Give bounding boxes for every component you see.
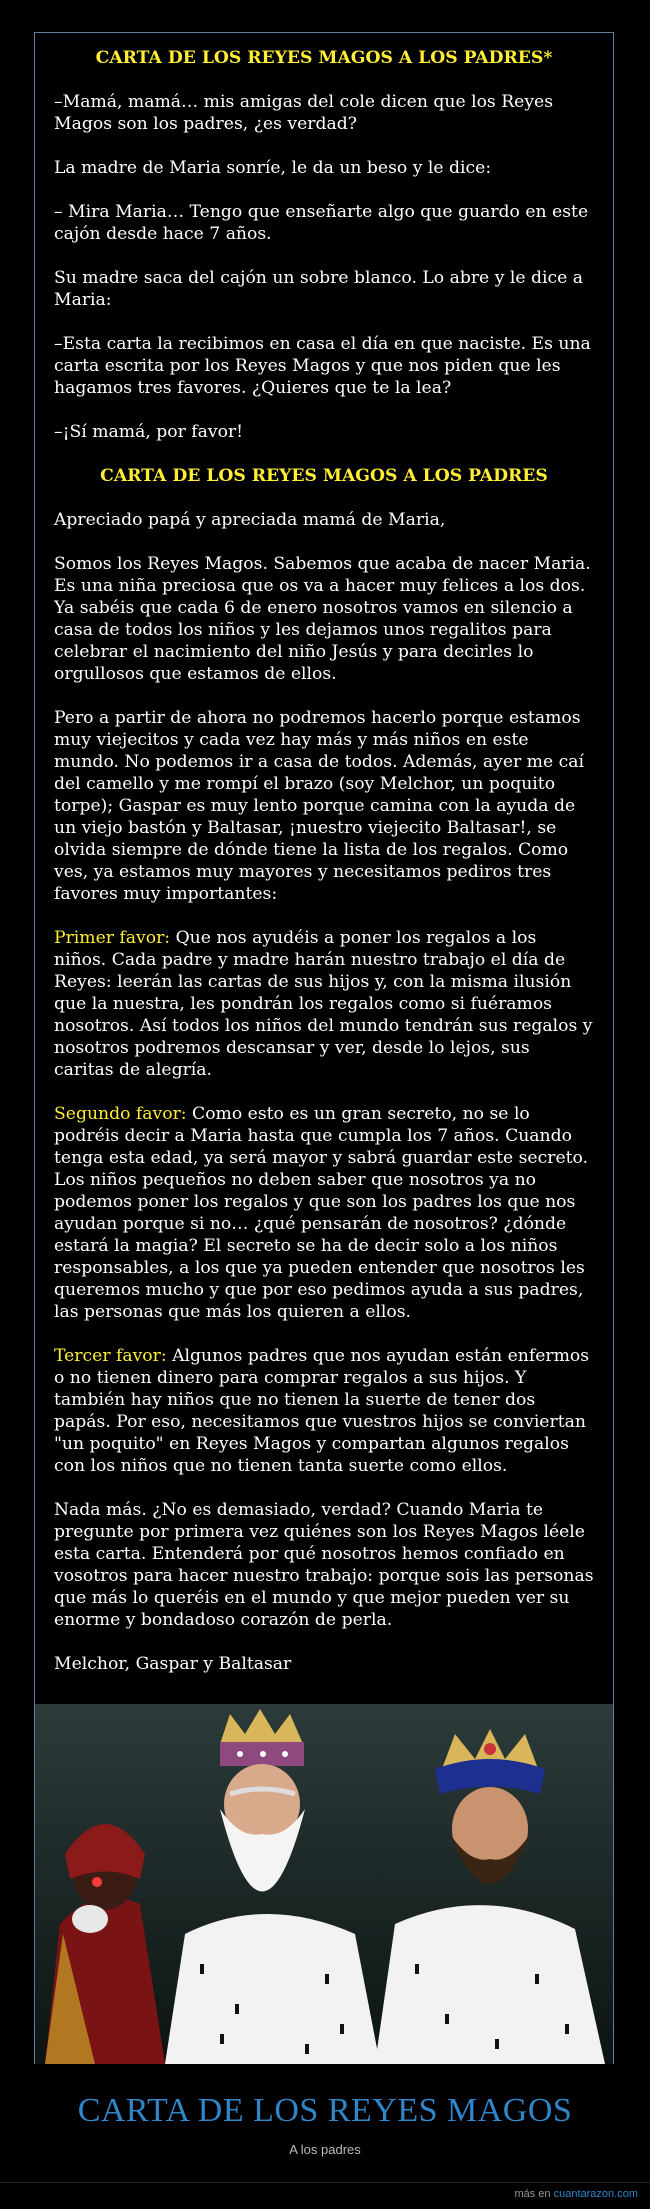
post-subtitle: A los padres — [289, 2142, 361, 2157]
footer-prefix: más en — [514, 2188, 554, 2200]
three-kings-illustration — [35, 1704, 613, 2064]
paragraph: Somos los Reyes Magos. Sabemos que acaba de nacer Maria. Es una niña preciosa que os va a hacer muy felices a los dos. Ya sabéis que cada 6 de enero nosotros vamos en silencio a casa de todos los niños y les dejamos unos regalitos para celebrar el nacimiento del niño Jesús y para decirles lo orgullosos que estamos de ellos. — [54, 554, 591, 684]
paragraph: Su madre saca del cajón un sobre blanco. Lo abre y le dice a Maria: — [54, 268, 584, 310]
letter-heading-1: CARTA DE LOS REYES MAGOS A LOS PADRES* — [95, 48, 553, 68]
favor-2-label: Segundo favor: — [54, 1104, 187, 1124]
signature: Melchor, Gaspar y Baltasar — [54, 1654, 292, 1674]
post-title[interactable]: CARTA DE LOS REYES MAGOS — [77, 2092, 573, 2129]
favor-1-label: Primer favor: — [54, 928, 171, 948]
footer — [0, 2182, 650, 2209]
letter-heading-2: CARTA DE LOS REYES MAGOS A LOS PADRES — [100, 466, 548, 486]
favor-1 — [54, 927, 594, 1081]
favor-1-text: Que nos ayudéis a poner los regalos a los niños. Cada padre y madre harán nuestro trabajo el día de Reyes: leerán las cartas de sus hijos y, con la misma ilusión que la nuestra, les pondrán los regalos como si fuéramos nosotros. Así todos los niños del mundo tendrán sus regalos y nosotros podremos descansar y ver, desde lo lejos, sus caritas de alegría. — [54, 928, 593, 1080]
paragraph: La madre de Maria sonríe, le da un beso y le dice: — [54, 158, 492, 178]
post-frame — [34, 32, 614, 2064]
paragraph: Nada más. ¿No es demasiado, verdad? Cuando Maria te pregunte por primera vez quiénes son los Reyes Magos léele esta carta. Entenderá por qué nosotros hemos confiado en vosotros para hacer nuestro trabajo: porque sois las personas que más lo queréis en el mundo y que mejor pueden ver su enorme y bondadoso corazón de perla. — [54, 1500, 594, 1630]
paragraph: –Mamá, mamá… mis amigas del cole dicen que los Reyes Magos son los padres, ¿es verdad? — [54, 92, 554, 134]
favor-3-text: Algunos padres que nos ayudan están enfermos o no tienen dinero para comprar regalos a sus hijos. Y también hay niños que no tienen la suerte de tener dos papás. Por eso, necesitamos que vuestros hijos se conviertan "un poquito" en Reyes Magos y compartan algunos regalos con los niños que no tienen tanta suerte como ellos. — [54, 1346, 590, 1476]
paragraph: Apreciado papá y apreciada mamá de Maria, — [54, 510, 446, 530]
footer-text — [514, 2188, 638, 2200]
favor-3 — [54, 1345, 594, 1477]
paragraph: Pero a partir de ahora no podremos hacerlo porque estamos muy viejecitos y cada vez hay más y más niños en este mundo. No podemos ir a casa de todos. Además, ayer me caí del camello y me rompí el brazo (soy Melchor, un poquito torpe); Gaspar es muy lento porque camina con la ayuda de un viejo bastón y Baltasar, ¡nuestro viejecito Baltasar!, se olvida siempre de dónde tiene la lista de los regalos. Como ves, ya estamos muy mayores y necesitamos pediros tres favores muy importantes: — [54, 708, 584, 904]
favor-2 — [54, 1103, 594, 1323]
paragraph: – Mira Maria… Tengo que enseñarte algo que guardo en este cajón desde hace 7 años. — [54, 202, 589, 244]
favor-3-label: Tercer favor: — [54, 1346, 167, 1366]
three-kings-photo — [35, 1704, 613, 2064]
footer-link[interactable]: cuantarazon.com — [553, 2188, 638, 2200]
favor-2-text: Como esto es un gran secreto, no se lo podréis decir a Maria hasta que cumpla los 7 años. Cuando tenga esta edad, ya será mayor y sabrá guardar este secreto. Los niños pequeños no deben saber que nosotros ya no podemos poner los regalos y que son los padres los que nos ayudan porque si no… ¿qué pensarán de nosotros? ¿dónde estará la magia? El secreto se ha de decir solo a los niños responsables, a los que ya pueden entender que nosotros les queremos mucho y que por eso pedimos ayuda a sus padres, las personas que más los quieren a ellos. — [54, 1104, 589, 1322]
paragraph: –Esta carta la recibimos en casa el día en que naciste. Es una carta escrita por los Reyes Magos y que nos piden que les hagamos tres favores. ¿Quieres que te la lea? — [54, 334, 591, 398]
letter-text — [54, 47, 594, 1697]
paragraph: –¡Sí mamá, por favor! — [54, 422, 244, 442]
